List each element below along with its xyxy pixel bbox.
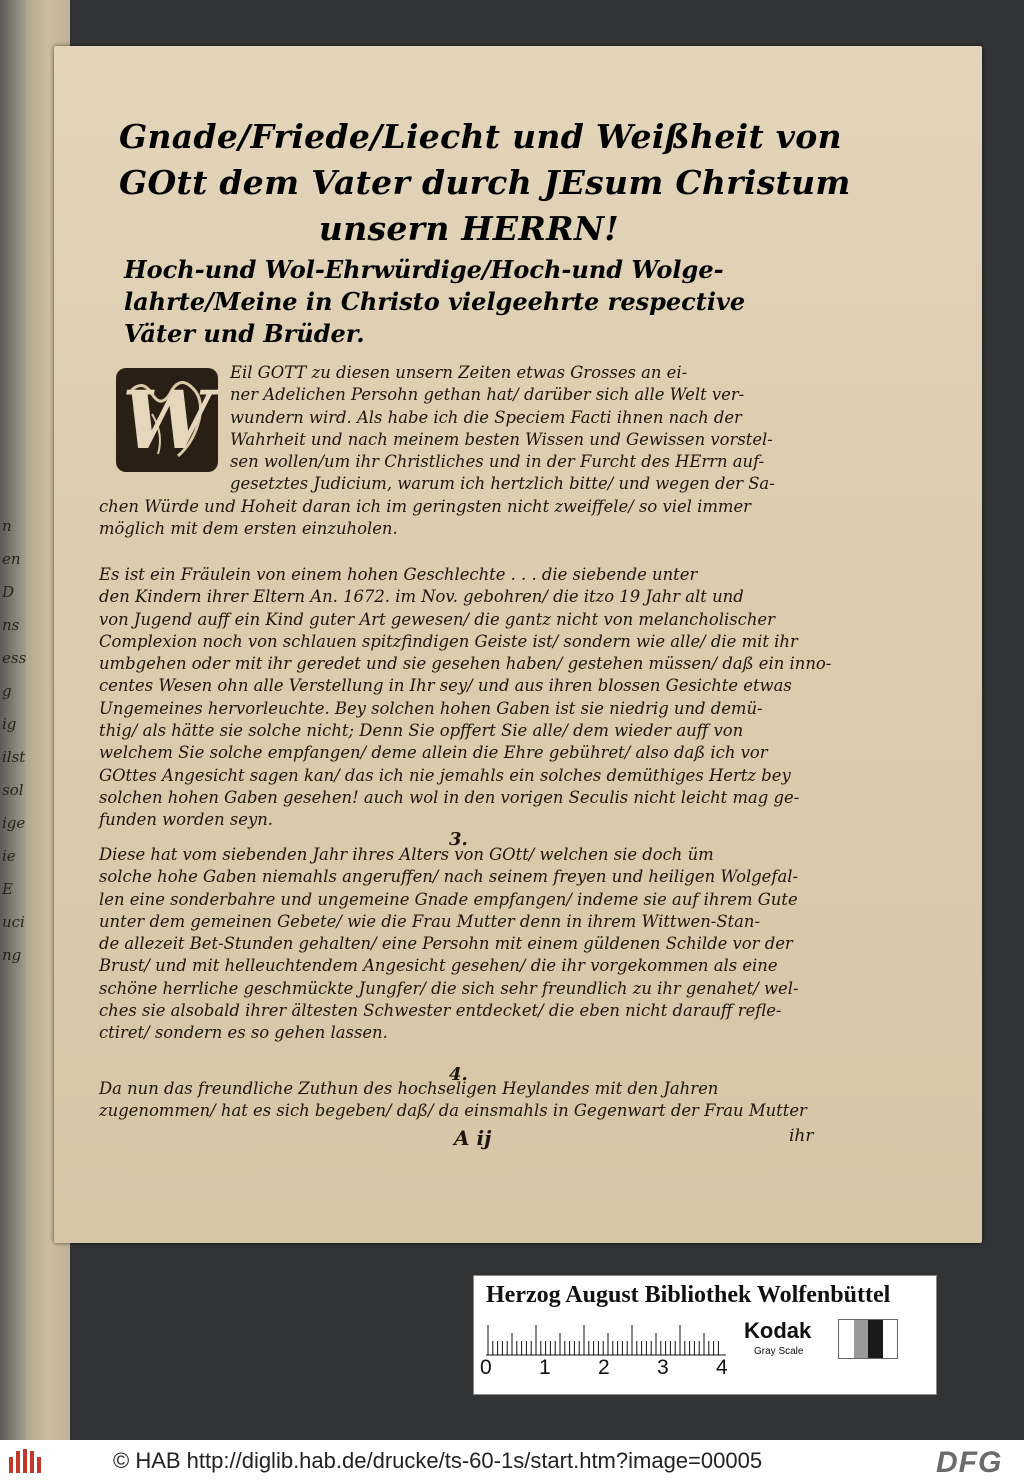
- text-line: unter dem gemeinen Gebete/ wie die Frau Mutter denn in ihrem Wittwen-Stan-: [99, 911, 761, 931]
- paragraph-3: [99, 844, 829, 1045]
- left-page-fragment: E: [2, 880, 13, 898]
- left-page-fragment: ns: [2, 616, 20, 634]
- title-line: GOtt dem Vater durch JEsum Christum: [119, 163, 851, 202]
- left-page-fragment: n: [2, 517, 12, 535]
- title-line: Gnade/Friede/Liecht und Weißheit von: [119, 117, 842, 156]
- footer-copyright-url[interactable]: © HAB http://diglib.hab.de/drucke/ts-60-1s/start.htm?image=00005: [113, 1448, 763, 1473]
- signature-mark: A ij: [454, 1126, 492, 1150]
- text-line: Brust/ und mit helleuchtendem Angesicht gesehen/ die ihr vorgekommen als eine: [99, 956, 778, 976]
- text-line: schöne herrliche geschmückte Jungfer/ die sich sehr freundlich zu ihr genahet/ wel-: [99, 978, 799, 998]
- document-page: [54, 46, 982, 1243]
- text-line: möglich mit dem ersten einzuholen.: [99, 519, 398, 539]
- ruler-number: 1: [539, 1356, 551, 1379]
- text-line: Complexion noch von schlauen spitzfindigen Geiste ist/ sondern wie alle/ die mit ihr: [99, 631, 798, 651]
- left-page-fragment: ig: [2, 715, 17, 733]
- text-line: Da nun das freundliche Zuthun des hochseligen Heylandes mit den Jahren: [99, 1079, 719, 1098]
- text-line: ctiret/ sondern es so gehen lassen.: [99, 1023, 388, 1043]
- hab-logo-icon: [8, 1447, 44, 1475]
- footer-bar: [0, 1440, 1024, 1481]
- text-line: Diese hat vom siebenden Jahr ihres Alters von GOtt/ welchen sie doch üm: [99, 845, 714, 864]
- decorated-initial: [112, 364, 222, 476]
- paragraph-2: [99, 564, 832, 832]
- dfg-logo: DFG: [936, 1446, 1003, 1479]
- text-line: von Jugend auff ein Kind guter Art gewesen/ die gantz nicht von melancholischer: [99, 609, 775, 629]
- paragraph-1-continued: [99, 496, 829, 541]
- text-line: ches sie alsobald ihrer ältesten Schwester entdecket/ die eben nicht darauff refle-: [99, 1001, 782, 1021]
- left-page-fragment: ie: [2, 847, 16, 865]
- gray-patch: [839, 1320, 854, 1358]
- salutation: [124, 254, 844, 350]
- text-line: gesetztes Judicium, warum ich hertzlich bitte/ und wegen der Sa-: [230, 474, 775, 494]
- salutation-line: Väter und Brüder.: [124, 319, 365, 348]
- text-line: centes Wesen ohn alle Verstellung in Ihr sey/ und aus ihren blossen Gesichte etwas: [99, 676, 792, 696]
- left-page-text: [2, 510, 42, 972]
- left-page-fragment: D: [2, 583, 15, 601]
- left-page-fragment: g: [2, 682, 12, 700]
- text-line: funden worden seyn.: [99, 810, 273, 830]
- text-line: sen wollen/um ihr Christliches und in der Furcht des HErrn auf-: [230, 452, 765, 472]
- left-page-fragment: ilst: [2, 748, 26, 766]
- section-number-4: 4.: [449, 1064, 468, 1085]
- page-title: [119, 114, 851, 252]
- left-page-fragment: en: [2, 550, 21, 568]
- left-page-fragment: sol: [2, 781, 24, 799]
- catchword: ihr: [789, 1126, 814, 1146]
- gray-scale-label: Gray Scale: [754, 1346, 804, 1357]
- ruler-number: 0: [480, 1356, 492, 1379]
- ruler-number: 3: [657, 1356, 669, 1379]
- left-page-fragment: ess: [2, 649, 27, 667]
- section-number-3: 3.: [449, 829, 468, 850]
- left-page-fragment: ng: [2, 946, 22, 964]
- kodak-brand: Kodak: [744, 1318, 812, 1343]
- paragraph-1-indented: [230, 362, 810, 496]
- initial-letter: W: [122, 373, 212, 467]
- title-line: unsern HERRN!: [318, 209, 620, 248]
- text-line: solche hohe Gaben niemahls angeruffen/ nach seinem freyen und heiligen Wolgefal-: [99, 867, 799, 887]
- gray-patch: [883, 1320, 898, 1358]
- ruler-scale: [486, 1322, 726, 1356]
- gray-patches: [838, 1319, 898, 1359]
- ruler-number: 2: [598, 1356, 610, 1379]
- ruler-number: 4: [716, 1356, 728, 1379]
- text-line: welchem Sie solche empfangen/ deme allein die Ehre gebühret/ also daß ich vor: [99, 743, 768, 763]
- text-line: ner Adelichen Persohn gethan hat/ darüber sich alle Welt ver-: [230, 385, 745, 405]
- text-line: Ungemeines hervorleuchte. Bey solchen hohen Gaben ist sie niedrig und demü-: [99, 698, 763, 718]
- text-line: chen Würde und Hoheit daran ich im geringsten nicht zweiffele/ so viel immer: [99, 497, 751, 516]
- text-line: thig/ als hätte sie solche nicht; Denn Sie opffert Sie alle/ dem wieder auff von: [99, 721, 744, 741]
- library-name: Herzog August Bibliothek Wolfenbüttel: [486, 1282, 891, 1308]
- salutation-line: Hoch-und Wol-Ehrwürdige/Hoch-und Wolge-: [124, 255, 724, 284]
- text-line: Eil GOTT zu diesen unsern Zeiten etwas Grosses an ei-: [230, 363, 688, 382]
- text-line: GOttes Angesicht sagen kan/ das ich nie jemahls ein solches demüthiges Hertz bey: [99, 765, 791, 785]
- text-line: umbgehen oder mit ihr geredet und sie gesehen haben/ gestehen müssen/ daß ein inno-: [99, 654, 832, 674]
- gray-patch: [868, 1320, 883, 1358]
- text-line: wundern wird. Als habe ich die Speciem Facti ihnen nach der: [230, 407, 742, 427]
- text-line: den Kindern ihrer Eltern An. 1672. im Nov. gebohren/ die itzo 19 Jahr alt und: [99, 587, 744, 607]
- text-line: de allezeit Bet-Stunden gehalten/ eine Persohn mit einem güldenen Schilde vor der: [99, 934, 793, 954]
- color-target-card: [473, 1275, 937, 1395]
- left-page-fragment: ige: [2, 814, 26, 832]
- text-line: Wahrheit und nach meinem besten Wissen und Gewissen vorstel-: [230, 429, 773, 449]
- text-line: solchen hohen Gaben gesehen! auch wol in den vorigen Seculis nicht leicht mag ge-: [99, 787, 800, 807]
- left-page-fragment: uci: [2, 913, 25, 931]
- paragraph-4: [99, 1078, 829, 1123]
- text-line: len eine sonderbahre und ungemeine Gnade empfangen/ indeme sie auf ihrem Gute: [99, 889, 798, 909]
- gray-patch: [854, 1320, 869, 1358]
- text-line: zugenommen/ hat es sich begeben/ daß/ da einsmahls in Gegenwart der Frau Mutter: [99, 1101, 807, 1121]
- salutation-line: lahrte/Meine in Christo vielgeehrte respective: [124, 287, 746, 316]
- text-line: Es ist ein Fräulein von einem hohen Geschlechte . . . die siebende unter: [99, 565, 698, 584]
